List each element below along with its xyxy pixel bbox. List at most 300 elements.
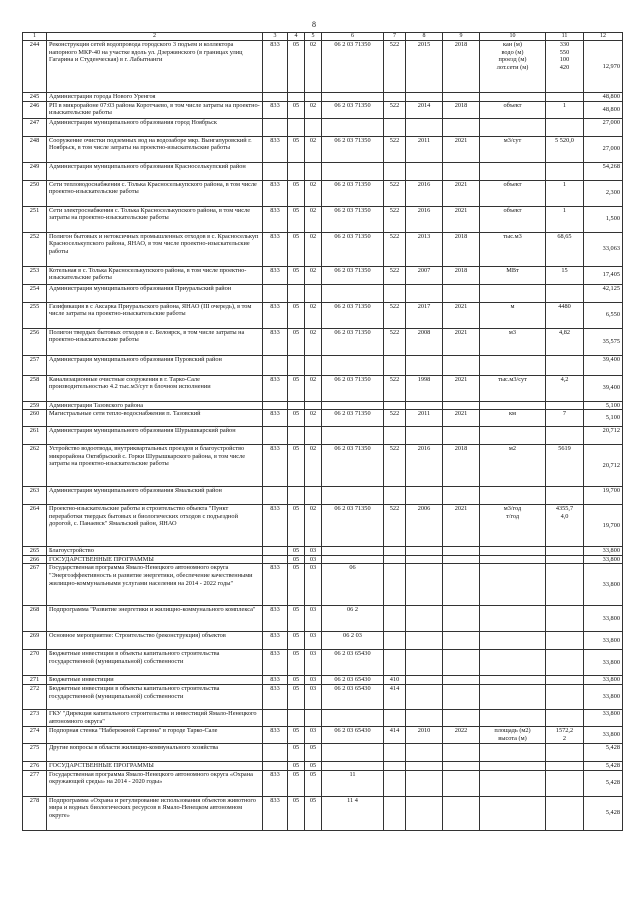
- row-number: 262: [23, 445, 47, 487]
- column-header: 10: [480, 33, 546, 41]
- row-unit: [480, 555, 546, 564]
- row-code-vr: 410: [384, 676, 406, 685]
- row-name: Проектно-изыскательские работы и строительство объекта "Пункт переработки твердых бытовых и биологических отходов с подъездной дорогой, с. Панаевск" Ямальский район, ЯНАО: [47, 505, 263, 547]
- row-end-year: [443, 650, 480, 676]
- row-name: Администрация Тазовского района: [47, 401, 263, 410]
- row-code-vr: [384, 487, 406, 505]
- row-code-csr: 11 4: [322, 796, 384, 830]
- table-row: [23, 41, 623, 93]
- row-code-rz: [288, 401, 305, 410]
- row-unit: [480, 547, 546, 556]
- row-number: 269: [23, 632, 47, 650]
- row-name: Газификация в с Аксарка Приуральского района, ЯНАО (III очередь), в том числе затраты на проектно-изыскательские работы: [47, 302, 263, 328]
- table-row: [23, 445, 623, 487]
- row-capacity: 5619: [546, 445, 584, 487]
- row-capacity: 1: [546, 180, 584, 206]
- row-code-csr: [322, 355, 384, 375]
- row-end-year: 2022: [443, 726, 480, 743]
- table-row: [23, 676, 623, 685]
- table-row: [23, 410, 623, 427]
- row-code-vr: [384, 770, 406, 796]
- table-row: [23, 555, 623, 564]
- row-unit: [480, 743, 546, 761]
- row-code-pr: [305, 709, 322, 726]
- row-code-csr: 06 2 03 71350: [322, 266, 384, 284]
- row-code-gr: 833: [263, 726, 288, 743]
- row-code-vr: 522: [384, 302, 406, 328]
- table-row: [23, 606, 623, 632]
- row-number: 256: [23, 328, 47, 355]
- row-code-pr: [305, 487, 322, 505]
- table-row: [23, 375, 623, 401]
- row-code-pr: 03: [305, 547, 322, 556]
- row-code-rz: [288, 487, 305, 505]
- row-code-csr: 11: [322, 770, 384, 796]
- row-unit: [480, 650, 546, 676]
- row-name: Основное мероприятие: Строительство (реконструкция) объектов: [47, 632, 263, 650]
- row-amount: 5,100: [584, 401, 623, 410]
- row-amount: 6,550: [584, 302, 623, 328]
- row-code-pr: 02: [305, 410, 322, 427]
- row-end-year: [443, 487, 480, 505]
- row-amount: 33,800: [584, 650, 623, 676]
- row-code-rz: 05: [288, 266, 305, 284]
- row-code-gr: 833: [263, 206, 288, 232]
- row-start-year: 2016: [406, 180, 443, 206]
- row-code-rz: 05: [288, 206, 305, 232]
- row-unit: [480, 564, 546, 606]
- row-number: 250: [23, 180, 47, 206]
- row-start-year: 2014: [406, 101, 443, 118]
- row-code-pr: 02: [305, 266, 322, 284]
- row-end-year: [443, 606, 480, 632]
- row-name: Администрация муниципального образования Пуровский район: [47, 355, 263, 375]
- row-code-csr: [322, 427, 384, 445]
- row-code-vr: [384, 555, 406, 564]
- row-name: Сооружение очистки подземных вод на водозаборе мкр. Вынгапуровский г. Ноябрьск, в том числе затраты на проектно-изыскательские работы: [47, 136, 263, 162]
- row-number: 245: [23, 93, 47, 102]
- row-amount: 33,800: [584, 632, 623, 650]
- row-number: 273: [23, 709, 47, 726]
- row-unit: [480, 487, 546, 505]
- column-header: 9: [443, 33, 480, 41]
- row-code-gr: [263, 547, 288, 556]
- row-capacity: [546, 93, 584, 102]
- row-start-year: [406, 284, 443, 302]
- row-name: Бюджетные инвестиции в объекты капитального строительства государственной (муниципальной) собственности: [47, 684, 263, 709]
- row-number: 267: [23, 564, 47, 606]
- row-code-gr: 833: [263, 564, 288, 606]
- row-code-gr: 833: [263, 375, 288, 401]
- column-header: 5: [305, 33, 322, 41]
- row-end-year: [443, 284, 480, 302]
- row-code-rz: 05: [288, 136, 305, 162]
- row-capacity: [546, 709, 584, 726]
- row-code-csr: [322, 761, 384, 770]
- row-capacity: [546, 162, 584, 180]
- row-unit: [480, 118, 546, 136]
- row-name: Полигон бытовых и нетоксичных промышленных отходов в с. Красноселькуп Красноселькупского района, ЯНАО, в том числе проектно-изыскательские работы: [47, 232, 263, 266]
- row-name: Администрация муниципального образования Красноселькупский район: [47, 162, 263, 180]
- header-row: [23, 33, 623, 41]
- row-code-gr: 833: [263, 101, 288, 118]
- row-capacity: [546, 555, 584, 564]
- row-code-pr: 02: [305, 328, 322, 355]
- row-end-year: 2021: [443, 180, 480, 206]
- row-code-csr: [322, 709, 384, 726]
- row-end-year: 2021: [443, 505, 480, 547]
- row-end-year: [443, 427, 480, 445]
- row-code-csr: [322, 93, 384, 102]
- row-code-rz: [288, 118, 305, 136]
- row-unit: [480, 162, 546, 180]
- row-code-gr: [263, 284, 288, 302]
- row-code-pr: 02: [305, 101, 322, 118]
- row-amount: 33,800: [584, 547, 623, 556]
- row-code-vr: 522: [384, 445, 406, 487]
- row-code-pr: 02: [305, 445, 322, 487]
- row-start-year: [406, 162, 443, 180]
- row-start-year: [406, 118, 443, 136]
- row-number: 247: [23, 118, 47, 136]
- row-end-year: 2018: [443, 232, 480, 266]
- row-amount: 33,800: [584, 684, 623, 709]
- row-amount: 27,000: [584, 118, 623, 136]
- row-end-year: [443, 709, 480, 726]
- row-code-gr: [263, 487, 288, 505]
- row-amount: 39,400: [584, 355, 623, 375]
- table-row: [23, 547, 623, 556]
- row-start-year: 2010: [406, 726, 443, 743]
- row-code-rz: 05: [288, 375, 305, 401]
- row-code-vr: 414: [384, 726, 406, 743]
- row-amount: 33,800: [584, 606, 623, 632]
- row-code-gr: [263, 162, 288, 180]
- row-capacity: 4,82: [546, 328, 584, 355]
- column-header: 3: [263, 33, 288, 41]
- row-name: Устройство водоотвода, внутриквартальных проездов и благоустройство микрорайона Октябрьский с. Горки Шурышкарского района, в том числе затраты на проектно-изыскательские работы: [47, 445, 263, 487]
- row-code-pr: 03: [305, 606, 322, 632]
- row-code-pr: 02: [305, 302, 322, 328]
- row-capacity: [546, 427, 584, 445]
- row-capacity: 1572,2 2: [546, 726, 584, 743]
- row-code-rz: 05: [288, 445, 305, 487]
- row-number: 274: [23, 726, 47, 743]
- row-code-gr: 833: [263, 770, 288, 796]
- row-start-year: 2011: [406, 410, 443, 427]
- row-code-pr: [305, 401, 322, 410]
- row-number: 248: [23, 136, 47, 162]
- row-number: 266: [23, 555, 47, 564]
- row-unit: м3: [480, 328, 546, 355]
- row-name: Полигон твердых бытовых отходов в с. Белоярск, в том числе затраты на проектно-изыскательские работы: [47, 328, 263, 355]
- row-name: Государственная программа Ямало-Ненецкого автономного округа "Энергоэффективность и развитие энергетики, обеспечение качественными жилищно-коммунальными услугами населения на 2014 - 2022 годы": [47, 564, 263, 606]
- row-code-pr: [305, 118, 322, 136]
- row-code-gr: [263, 743, 288, 761]
- row-code-rz: 05: [288, 606, 305, 632]
- row-code-gr: 833: [263, 180, 288, 206]
- row-code-gr: [263, 709, 288, 726]
- table-row: [23, 266, 623, 284]
- row-code-vr: [384, 564, 406, 606]
- row-code-gr: [263, 761, 288, 770]
- row-capacity: 15: [546, 266, 584, 284]
- row-number: 263: [23, 487, 47, 505]
- table-row: [23, 136, 623, 162]
- row-code-csr: [322, 547, 384, 556]
- row-number: 277: [23, 770, 47, 796]
- row-number: 272: [23, 684, 47, 709]
- row-amount: 33,800: [584, 676, 623, 685]
- row-code-vr: 522: [384, 505, 406, 547]
- row-code-csr: 06 2 03 71350: [322, 180, 384, 206]
- table-row: [23, 328, 623, 355]
- row-end-year: 2018: [443, 101, 480, 118]
- column-header: 1: [23, 33, 47, 41]
- row-code-rz: 05: [288, 726, 305, 743]
- row-capacity: 330 550 100 420: [546, 41, 584, 93]
- row-code-csr: 06 2 03 71350: [322, 302, 384, 328]
- row-code-gr: 833: [263, 445, 288, 487]
- row-code-rz: 05: [288, 770, 305, 796]
- row-number: 255: [23, 302, 47, 328]
- table-row: [23, 761, 623, 770]
- row-code-pr: 03: [305, 555, 322, 564]
- column-header: 2: [47, 33, 263, 41]
- row-unit: МВт: [480, 266, 546, 284]
- row-capacity: [546, 547, 584, 556]
- row-end-year: [443, 401, 480, 410]
- row-code-csr: 06 2 03 71350: [322, 328, 384, 355]
- row-name: Сети электроснабжения с. Толька Красноселькупского района, в том числе затраты на проектно-изыскательские работы: [47, 206, 263, 232]
- table-row: [23, 796, 623, 830]
- row-code-rz: 05: [288, 302, 305, 328]
- table-row: [23, 650, 623, 676]
- row-end-year: [443, 355, 480, 375]
- row-code-rz: 05: [288, 564, 305, 606]
- row-number: 265: [23, 547, 47, 556]
- table-row: [23, 401, 623, 410]
- row-capacity: 4480: [546, 302, 584, 328]
- row-number: 253: [23, 266, 47, 284]
- row-code-csr: 06: [322, 564, 384, 606]
- row-name: ГКУ "Дирекция капитального строительства и инвестиций Ямало-Ненецкого автономного округа": [47, 709, 263, 726]
- row-name: Администрация муниципального образования Приуральский район: [47, 284, 263, 302]
- table-row: [23, 206, 623, 232]
- row-code-pr: [305, 162, 322, 180]
- row-code-rz: 05: [288, 41, 305, 93]
- row-code-csr: 06 2 03 65430: [322, 726, 384, 743]
- row-code-rz: 05: [288, 505, 305, 547]
- row-capacity: [546, 487, 584, 505]
- row-capacity: 1: [546, 101, 584, 118]
- column-header: 11: [546, 33, 584, 41]
- row-name: Подпорная стенка "Набережной Саргина" в городе Тарко-Сале: [47, 726, 263, 743]
- row-code-gr: [263, 118, 288, 136]
- row-start-year: [406, 709, 443, 726]
- row-amount: 39,400: [584, 375, 623, 401]
- column-header: 6: [322, 33, 384, 41]
- row-end-year: [443, 676, 480, 685]
- table-row: [23, 726, 623, 743]
- row-code-csr: [322, 743, 384, 761]
- row-unit: [480, 796, 546, 830]
- row-code-gr: [263, 401, 288, 410]
- row-end-year: [443, 162, 480, 180]
- row-code-rz: 05: [288, 743, 305, 761]
- row-code-vr: [384, 118, 406, 136]
- row-amount: 2,300: [584, 180, 623, 206]
- row-code-pr: [305, 93, 322, 102]
- row-code-rz: 05: [288, 676, 305, 685]
- row-end-year: [443, 684, 480, 709]
- row-code-rz: [288, 709, 305, 726]
- table-row: [23, 355, 623, 375]
- row-amount: 17,405: [584, 266, 623, 284]
- row-start-year: [406, 427, 443, 445]
- row-amount: 33,800: [584, 564, 623, 606]
- row-capacity: [546, 632, 584, 650]
- row-code-csr: [322, 162, 384, 180]
- row-code-rz: 05: [288, 410, 305, 427]
- table-row: [23, 180, 623, 206]
- row-code-rz: 05: [288, 684, 305, 709]
- row-code-pr: 03: [305, 650, 322, 676]
- table-row: [23, 770, 623, 796]
- row-start-year: [406, 564, 443, 606]
- row-amount: 19,700: [584, 487, 623, 505]
- row-number: 278: [23, 796, 47, 830]
- table-row: [23, 564, 623, 606]
- row-unit: [480, 284, 546, 302]
- row-end-year: [443, 796, 480, 830]
- row-code-gr: 833: [263, 684, 288, 709]
- row-code-gr: 833: [263, 796, 288, 830]
- row-code-vr: [384, 743, 406, 761]
- row-unit: [480, 761, 546, 770]
- row-number: 260: [23, 410, 47, 427]
- row-start-year: [406, 401, 443, 410]
- row-end-year: 2021: [443, 136, 480, 162]
- row-code-pr: 02: [305, 375, 322, 401]
- row-name: Другие вопросы в области жилищно-коммунального хозяйства: [47, 743, 263, 761]
- row-amount: 48,800: [584, 93, 623, 102]
- row-unit: кан (м) водо (м) проезд (м) лот.сети (м): [480, 41, 546, 93]
- row-code-vr: 522: [384, 136, 406, 162]
- row-unit: [480, 401, 546, 410]
- row-code-rz: [288, 355, 305, 375]
- row-code-vr: [384, 427, 406, 445]
- row-code-gr: 833: [263, 328, 288, 355]
- row-unit: [480, 709, 546, 726]
- row-end-year: 2021: [443, 375, 480, 401]
- row-code-csr: 06 2 03 65430: [322, 684, 384, 709]
- row-name: ГОСУДАРСТВЕННЫЕ ПРОГРАММЫ: [47, 761, 263, 770]
- row-code-csr: 06 2 03 71350: [322, 445, 384, 487]
- row-unit: объект: [480, 180, 546, 206]
- row-code-csr: 06 2 03 71350: [322, 101, 384, 118]
- row-number: 261: [23, 427, 47, 445]
- row-start-year: 2016: [406, 445, 443, 487]
- table-row: [23, 232, 623, 266]
- row-code-pr: 05: [305, 743, 322, 761]
- row-name: Администрация города Нового Уренгоя: [47, 93, 263, 102]
- row-code-rz: 05: [288, 232, 305, 266]
- row-code-pr: 03: [305, 632, 322, 650]
- row-code-csr: [322, 555, 384, 564]
- row-start-year: 2008: [406, 328, 443, 355]
- row-code-vr: [384, 401, 406, 410]
- row-start-year: [406, 606, 443, 632]
- row-code-gr: [263, 555, 288, 564]
- row-code-vr: [384, 547, 406, 556]
- row-end-year: [443, 770, 480, 796]
- row-amount: 12,970: [584, 41, 623, 93]
- row-code-csr: 06 2 03 71350: [322, 232, 384, 266]
- row-code-csr: [322, 118, 384, 136]
- row-number: 257: [23, 355, 47, 375]
- row-capacity: [546, 564, 584, 606]
- row-amount: 5,428: [584, 761, 623, 770]
- row-code-vr: 522: [384, 41, 406, 93]
- row-amount: 20,712: [584, 427, 623, 445]
- row-end-year: 2018: [443, 445, 480, 487]
- row-amount: 42,125: [584, 284, 623, 302]
- row-name: РП в микрорайоне 07:03 района Коротчаево, в том числе затраты на проектно-изыскательские работы: [47, 101, 263, 118]
- row-end-year: [443, 743, 480, 761]
- table-row: [23, 709, 623, 726]
- row-code-pr: 03: [305, 564, 322, 606]
- row-start-year: [406, 676, 443, 685]
- table-row: [23, 302, 623, 328]
- row-capacity: [546, 684, 584, 709]
- row-code-csr: 06 2 03 71350: [322, 41, 384, 93]
- row-capacity: 1: [546, 206, 584, 232]
- row-code-pr: 05: [305, 796, 322, 830]
- row-amount: 20,712: [584, 445, 623, 487]
- row-capacity: 68,65: [546, 232, 584, 266]
- row-code-rz: [288, 162, 305, 180]
- row-start-year: 2013: [406, 232, 443, 266]
- row-code-vr: [384, 761, 406, 770]
- row-amount: 54,268: [584, 162, 623, 180]
- row-number: 268: [23, 606, 47, 632]
- row-code-rz: 05: [288, 547, 305, 556]
- row-code-gr: 833: [263, 676, 288, 685]
- row-start-year: [406, 487, 443, 505]
- row-capacity: [546, 355, 584, 375]
- row-code-csr: 06 2 03 71350: [322, 206, 384, 232]
- row-code-csr: 06 2 03 71350: [322, 505, 384, 547]
- row-code-vr: 522: [384, 232, 406, 266]
- row-capacity: [546, 118, 584, 136]
- row-amount: 33,800: [584, 726, 623, 743]
- row-code-csr: 06 2 03: [322, 632, 384, 650]
- row-start-year: 2007: [406, 266, 443, 284]
- row-code-gr: 833: [263, 41, 288, 93]
- row-code-rz: [288, 93, 305, 102]
- row-number: 271: [23, 676, 47, 685]
- row-code-gr: [263, 93, 288, 102]
- row-code-vr: 522: [384, 101, 406, 118]
- row-start-year: [406, 650, 443, 676]
- row-start-year: [406, 355, 443, 375]
- row-unit: [480, 676, 546, 685]
- row-code-csr: 06 2 03 65430: [322, 676, 384, 685]
- row-name: Бюджетные инвестиции: [47, 676, 263, 685]
- row-code-rz: 05: [288, 650, 305, 676]
- row-code-gr: 833: [263, 232, 288, 266]
